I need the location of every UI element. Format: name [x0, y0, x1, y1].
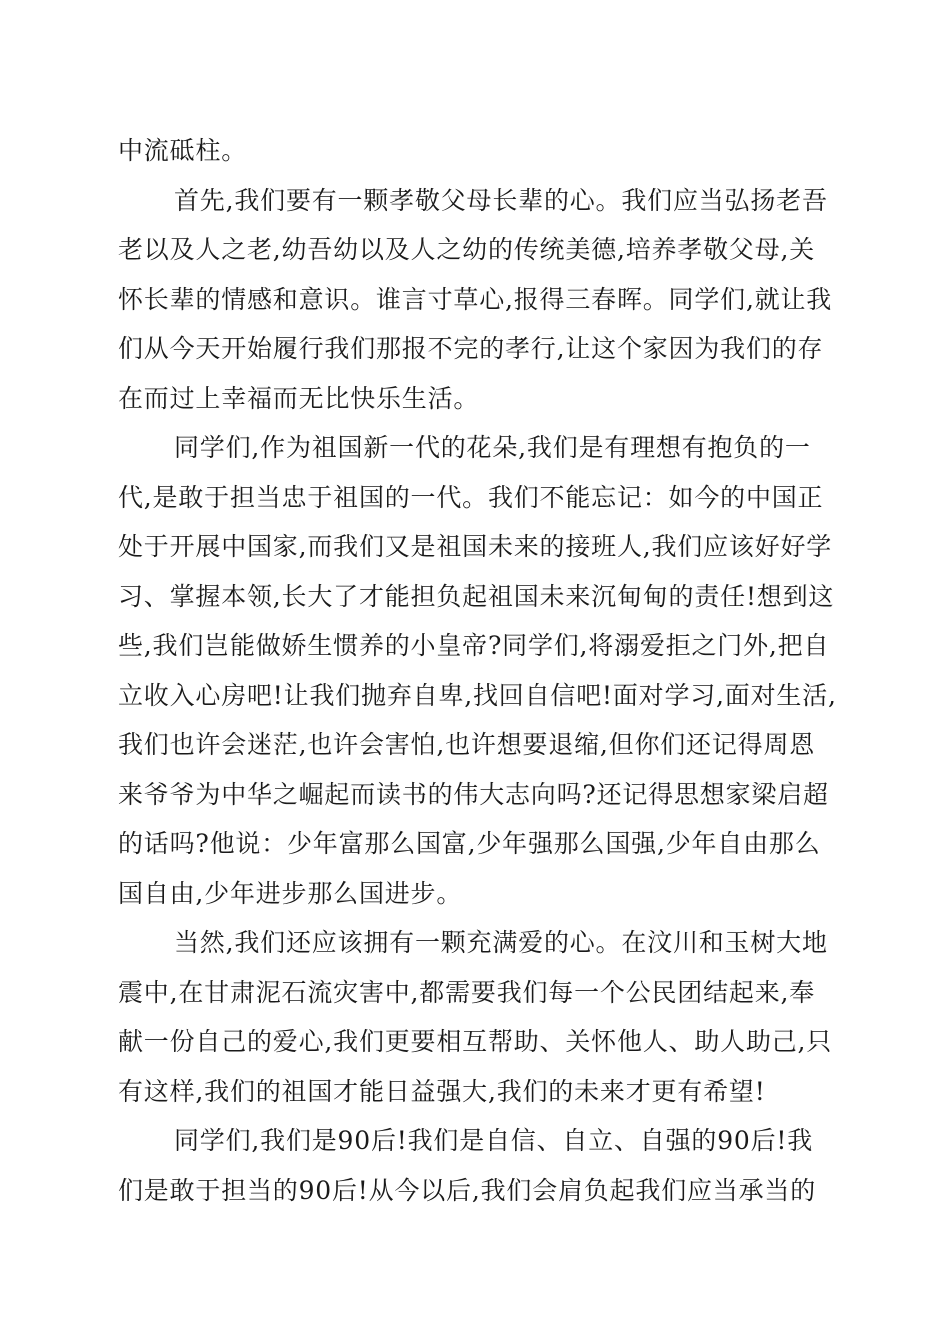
text-line: 代,是敢于担当忠于祖国的一代。我们不能忘记：如今的中国正 — [118, 482, 824, 512]
text-line: 我们也许会迷茫,也许会害怕,也许想要退缩,但你们还记得周恩 — [118, 730, 816, 759]
text-line: 些,我们岂能做娇生惯养的小皇帝?同学们,将溺爱拒之门外,把自 — [118, 631, 830, 660]
text-line: 们从今天开始履行我们那报不完的孝行,让这个家因为我们的存 — [118, 334, 824, 363]
text-line: 有这样,我们的祖国才能日益强大,我们的未来才更有希望! — [118, 1076, 766, 1106]
text-line: 老以及人之老,幼吾幼以及人之幼的传统美德,培养孝敬父母,关 — [118, 235, 816, 264]
text-line: 献一份自己的爱心,我们更要相互帮助、关怀他人、助人助己,只 — [118, 1027, 833, 1056]
document-body — [118, 126, 848, 1215]
text-line: 在而过上幸福而无比快乐生活。 — [118, 383, 480, 413]
text-line: 首先,我们要有一颗孝敬父母长辈的心。我们应当弘扬老吾 — [174, 185, 828, 215]
text-line: 当然,我们还应该拥有一颗充满爱的心。在汶川和玉树大地 — [174, 928, 828, 957]
text-line: 国自由,少年进步那么国进步。 — [118, 878, 463, 908]
text-line: 的话吗?他说：少年富那么国富,少年强那么国强,少年自由那么 — [118, 829, 821, 858]
text-line: 们是敢于担当的90后!从今以后,我们会肩负起我们应当承当的 — [118, 1175, 817, 1205]
text-line: 怀长辈的情感和意识。谁言寸草心,报得三春晖。同学们,就让我 — [118, 284, 833, 314]
text-line: 处于开展中国家,而我们又是祖国未来的接班人,我们应该好好学 — [118, 532, 833, 561]
text-line: 中流砥柱。 — [118, 136, 248, 165]
text-line: 习、掌握本领,长大了才能担负起祖国未来沉甸甸的责任!想到这 — [118, 581, 835, 611]
text-line: 立收入心房吧!让我们抛弃自卑,找回自信吧!面对学习,面对生活, — [118, 680, 837, 710]
text-line: 来爷爷为中华之崛起而读书的伟大志向吗?还记得思想家梁启超 — [118, 779, 829, 809]
text-line: 同学们,我们是90后!我们是自信、自立、自强的90后!我 — [174, 1126, 814, 1155]
text-line: 同学们,作为祖国新一代的花朵,我们是有理想有抱负的一 — [174, 433, 811, 462]
text-line: 震中,在甘肃泥石流灾害中,都需要我们每一个公民团结起来,奉 — [118, 977, 816, 1007]
